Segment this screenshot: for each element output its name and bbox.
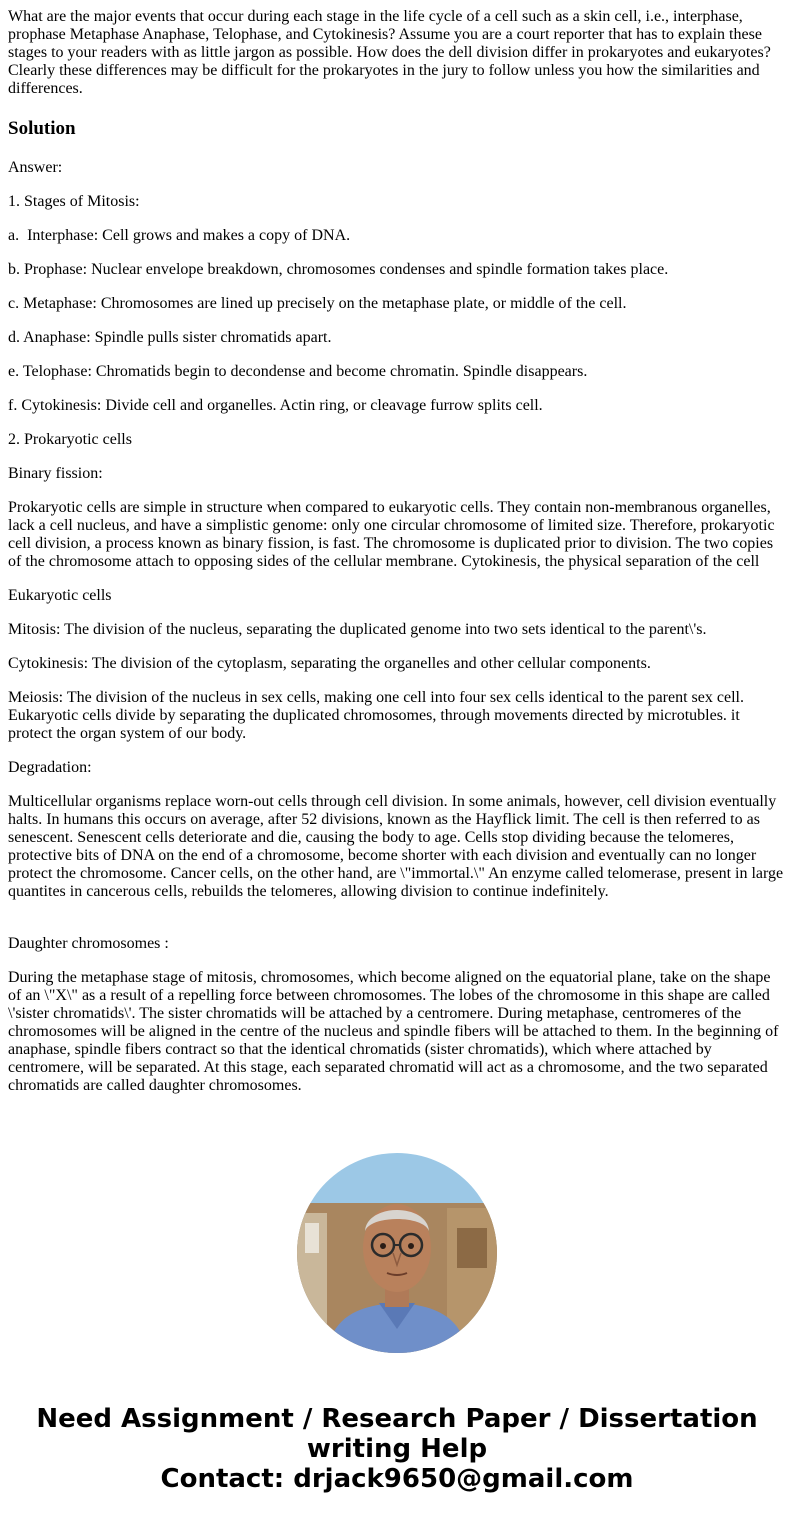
daughter-chromosomes-paragraph: During the metaphase stage of mitosis, chromosomes, which become aligned on the equatorial plane, take on the shape of an \"X\" as a result of a repelling force between chromosomes. The lobes of the chromosome in this shape are called \'sister chromatids\'. The sister chromatids will be attached by a centromere. During metaphase, centromeres of the chromosomes will be aligned in the centre of the nucleus and spindle fibers will be attached to them. In the beginning of anaphase, spindle fibers contract so that the identical chromatids (sister chromatids), which where attached by centromere, will be separated. At this stage, each separated chromatid will act as a chromosome, and the two separated chromatids are called daughter chromosomes.: [8, 969, 779, 1094]
prokaryotic-paragraph: Prokaryotic cells are simple in structure when compared to eukaryotic cells. They contain non-membranous organelles, lack a cell nucleus, and have a simplistic genome: only one circular chromosome of limited size. Therefore, prokaryotic cell division, a process known as binary fission, is fast. The chromosome is duplicated prior to division. The two copies of the chromosome attach to opposing sides of the cellular membrane. Cytokinesis, the physical separation of the cell: [8, 499, 775, 570]
stages-of-mitosis-heading: 1. Stages of Mitosis:: [8, 193, 140, 210]
author-portrait-image: [297, 1153, 497, 1353]
answer-label: Answer:: [8, 159, 63, 176]
prokaryotic-cells-heading: 2. Prokaryotic cells: [8, 431, 132, 448]
solution-heading: Solution: [8, 118, 76, 139]
telophase-item: e. Telophase: Chromatids begin to decondense and become chromatin. Spindle disappears.: [8, 363, 588, 380]
daughter-chromosomes-heading: Daughter chromosomes :: [8, 935, 169, 952]
interphase-item: a. Interphase: Cell grows and makes a copy of DNA.: [8, 227, 351, 244]
cytokinesis-paragraph: Cytokinesis: The division of the cytoplasm, separating the organelles and other cellular components.: [8, 655, 651, 672]
call-to-action: [0, 1404, 794, 1494]
author-avatar: [297, 1153, 497, 1353]
metaphase-item: c. Metaphase: Chromosomes are lined up precisely on the metaphase plate, or middle of the cell.: [8, 295, 627, 312]
degradation-paragraph: Multicellular organisms replace worn-out cells through cell division. In some animals, however, cell division eventually halts. In humans this occurs on average, after 52 divisions, known as the Hayflick limit. The cell is then referred to as senescent. Senescent cells deteriorate and die, causing the body to age. Cells stop dividing because the telomeres, protective bits of DNA on the end of a chromosome, become shorter with each division and eventually can no longer protect the chromosome. Cancer cells, on the other hand, are \"immortal.\" An enzyme called telomerase, present in large quantites in cancerous cells, rebuilds the telomeres, allowing division to continue indefinitely.: [8, 793, 784, 900]
mitosis-paragraph: Mitosis: The division of the nucleus, separating the duplicated genome into two sets identical to the parent\'s.: [8, 621, 707, 638]
cytokinesis-item: f. Cytokinesis: Divide cell and organelles. Actin ring, or cleavage furrow splits cell.: [8, 397, 543, 414]
prophase-item: b. Prophase: Nuclear envelope breakdown, chromosomes condenses and spindle formation takes place.: [8, 261, 669, 278]
meiosis-paragraph: Meiosis: The division of the nucleus in sex cells, making one cell into four sex cells identical to the parent sex cell. Eukaryotic cells divide by separating the duplicated chromosomes, through movements directed by microtubles. it protect the organ system of our body.: [8, 689, 744, 742]
degradation-heading: Degradation:: [8, 759, 92, 776]
eukaryotic-cells-heading: Eukaryotic cells: [8, 587, 112, 604]
cta-help-line: Need Assignment / Research Paper / Dissertation writing Help: [36, 1404, 758, 1464]
binary-fission-label: Binary fission:: [8, 465, 103, 482]
cta-contact-line: Contact: drjack9650@gmail.com: [160, 1464, 634, 1494]
anaphase-item: d. Anaphase: Spindle pulls sister chromatids apart.: [8, 329, 332, 346]
document-body: [8, 8, 786, 1111]
question-text: What are the major events that occur during each stage in the life cycle of a cell such as a skin cell, i.e., interphase, prophase Metaphase Anaphase, Telophase, and Cytokinesis? Assume you are a court reporter that has to explain these stages to your readers with as little jargon as possible. How does the dell division differ in prokaryotes and eukaryotes? Clearly these differences may be difficult for the prokaryotes in the jury to follow unless you how the similarities and differences.: [8, 8, 771, 97]
